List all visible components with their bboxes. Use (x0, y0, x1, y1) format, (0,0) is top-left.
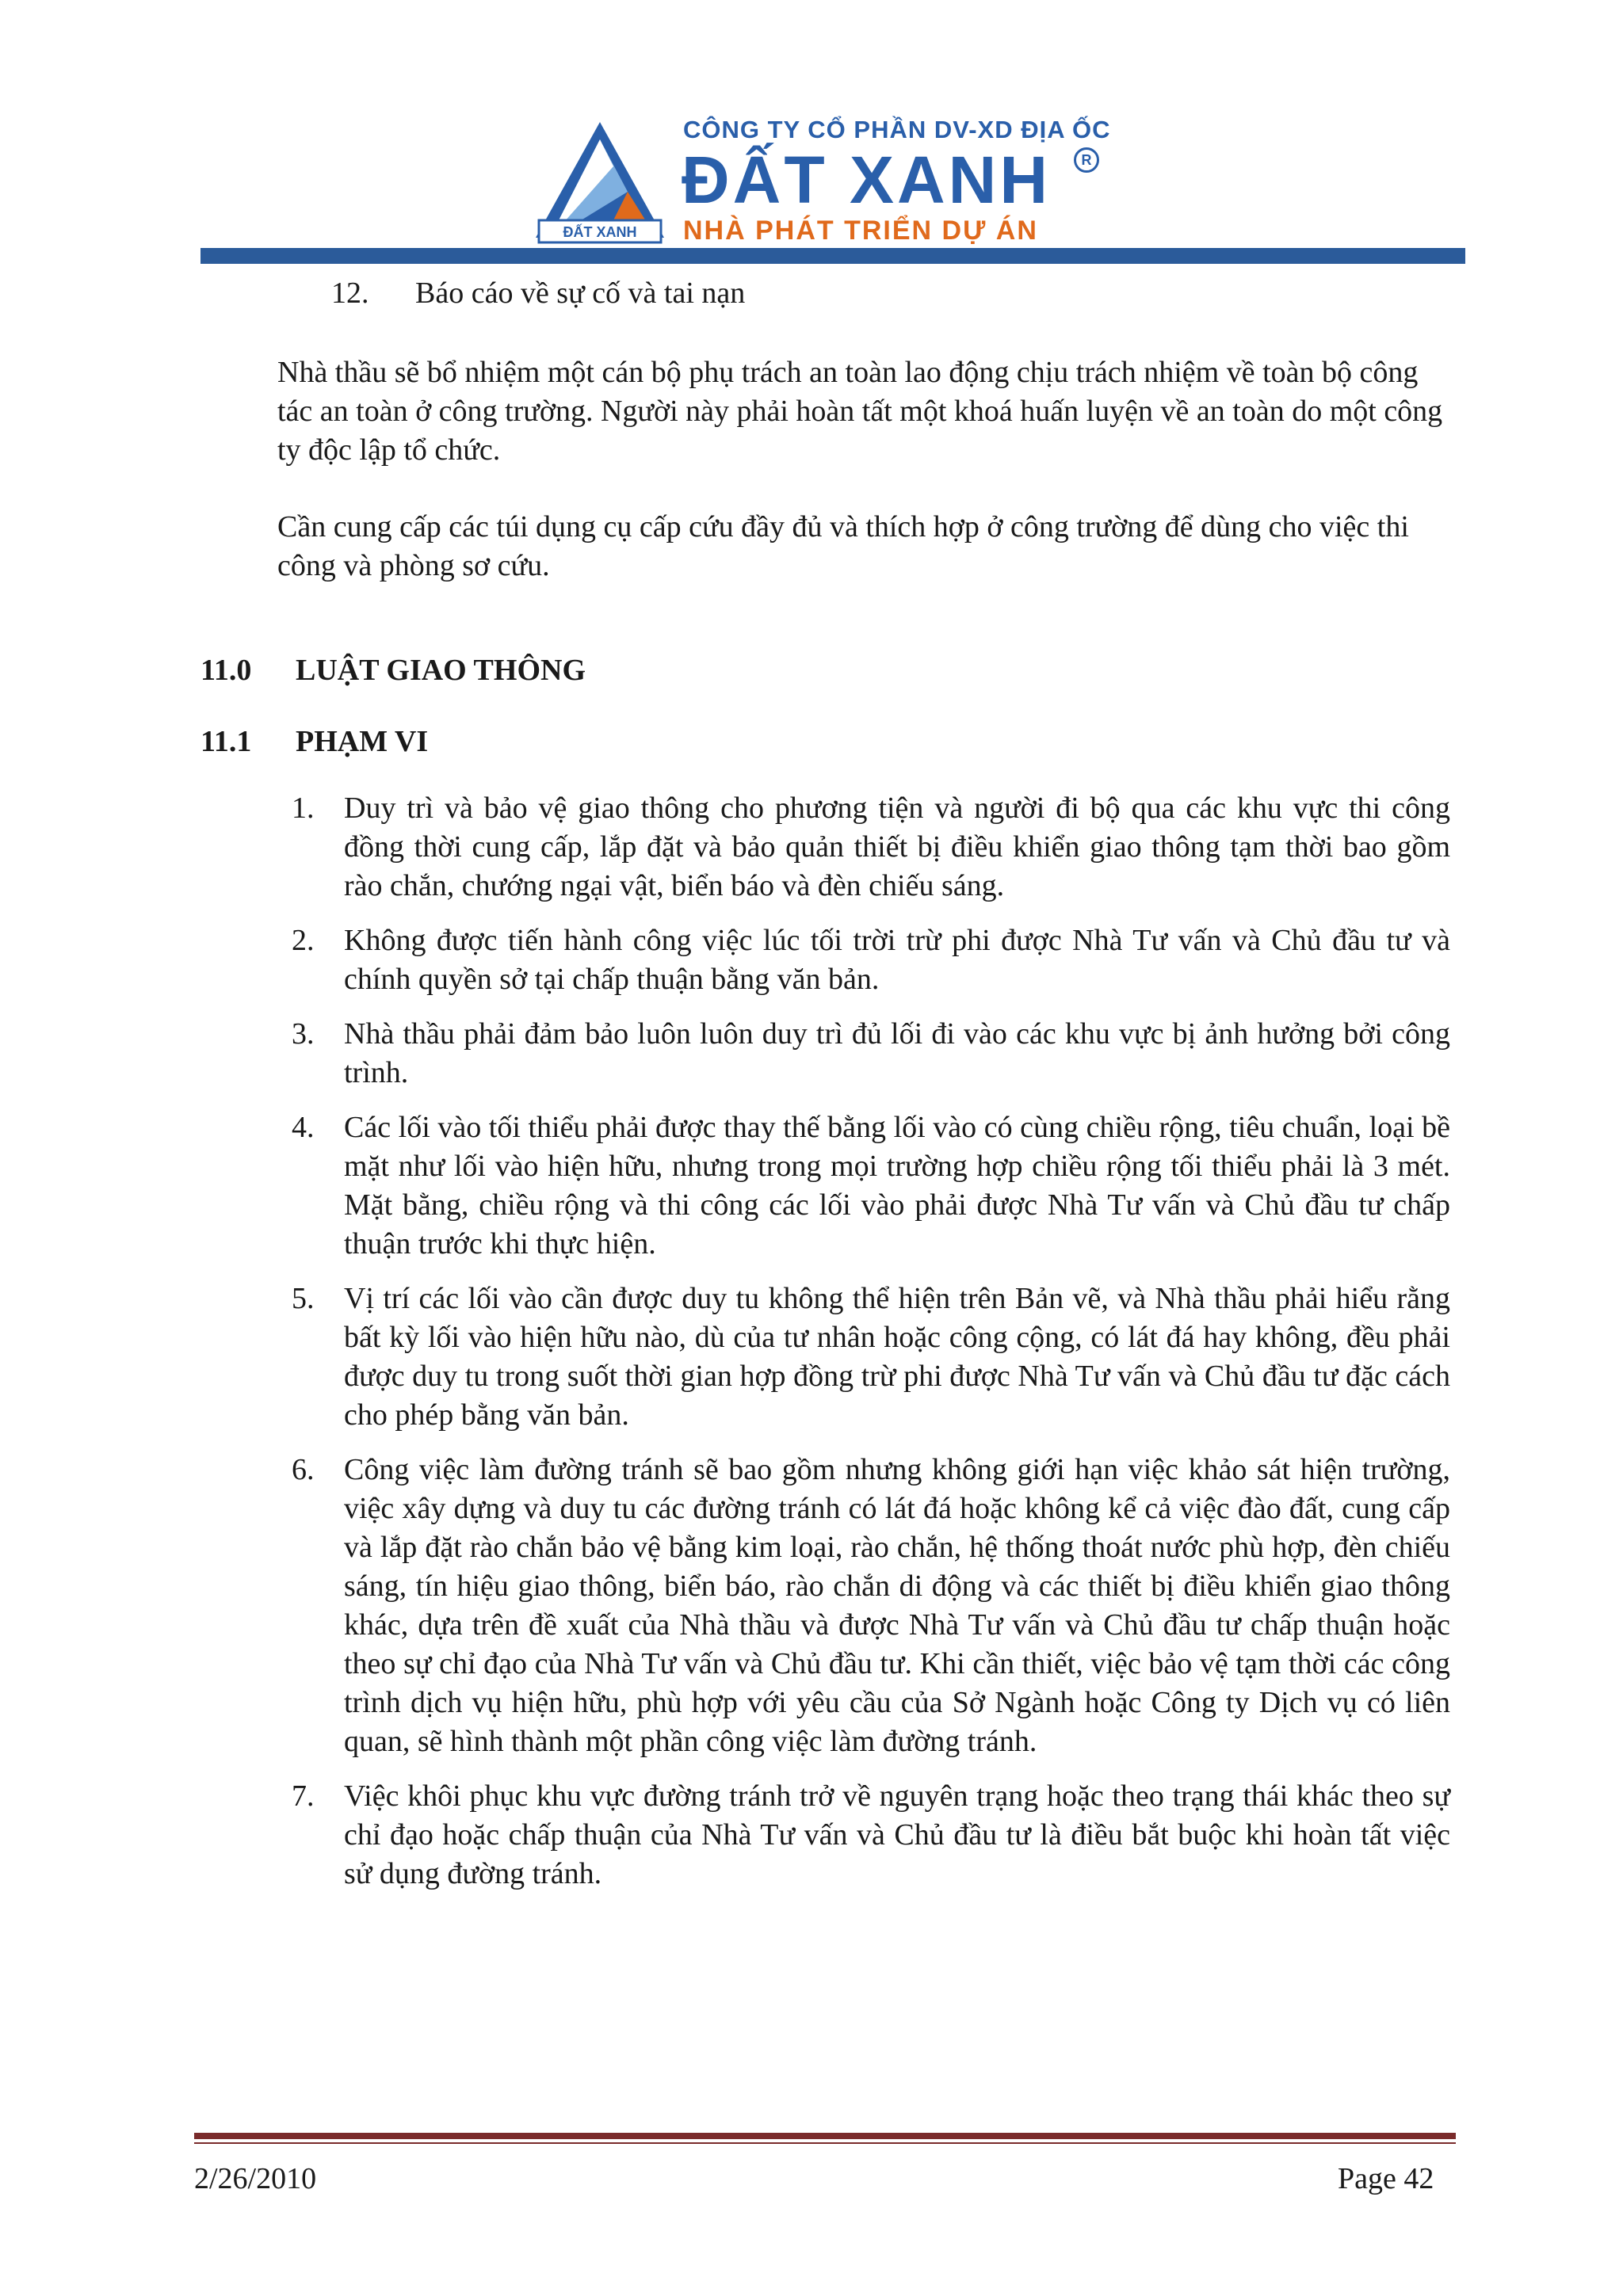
footer-date: 2/26/2010 (194, 2162, 317, 2195)
header-divider (200, 248, 1465, 264)
list-number: 3. (292, 1017, 315, 1051)
logo-label: ĐẤT XANH (563, 224, 637, 240)
paragraph-safety-officer: Nhà thầu sẽ bổ nhiệm một cán bộ phụ trách an toàn lao động chịu trách nhiệm về toàn bộ công tác an toàn ở công trường. Người này phải hoàn tất một khoá huấn luyện về an toàn do một công ty độc lập tổ chức. (277, 356, 1443, 467)
section-title: PHẠM VI (296, 725, 429, 758)
list-item (277, 921, 1450, 999)
list-text: Vị trí các lối vào cần được duy tu không thể hiện trên Bản vẽ, và Nhà thầu phải hiểu rằng bất kỳ lối vào hiện hữu nào, dù của tư nhân hoặc công cộng, có lát đá hay không, đều phải được duy tu trong suốt thời gian hợp đồng trừ phi được Nhà Tư vấn và Chủ đầu tư đặc cách cho phép bằng văn bản. (344, 1282, 1450, 1432)
company-name: CÔNG TY CỔ PHẦN DV-XD ĐỊA ỐC (683, 116, 1111, 143)
list-text: Báo cáo về sự cố và tai nạn (415, 277, 746, 310)
list-text: Không được tiến hành công việc lúc tối trời trừ phi được Nhà Tư vấn và Chủ đầu tư và chính quyền sở tại chấp thuận bằng văn bản. (344, 924, 1450, 996)
list-item (277, 1015, 1450, 1093)
section-title: LUẬT GIAO THÔNG (296, 654, 586, 687)
list-number: 1. (292, 791, 315, 825)
list-item (277, 1108, 1450, 1264)
list-number: 4. (292, 1111, 315, 1144)
page-number: Page 42 (1338, 2162, 1434, 2195)
list-number: 12. (331, 277, 369, 310)
registered-mark-icon: R (1074, 147, 1099, 173)
section-number: 11.0 (200, 654, 252, 687)
list-number: 2. (292, 924, 315, 957)
list-item-12 (331, 274, 745, 313)
document-header (0, 0, 1623, 269)
list-text: Nhà thầu phải đảm bảo luôn luôn duy trì đủ lối đi vào các khu vực bị ảnh hưởng bởi công trình. (344, 1017, 1450, 1089)
list-text: Các lối vào tối thiểu phải được thay thế bằng lối vào có cùng chiều rộng, tiêu chuẩn, loại bề mặt như lối vào hiện hữu, nhưng trong mọi trường hợp chiều rộng tối thiểu phải là 3 mét. Mặt bằng, chiều rộng và thi công các lối vào phải được Nhà Tư vấn và Chủ đầu tư chấp thuận trước khi thực hiện. (344, 1111, 1450, 1261)
list-text: Công việc làm đường tránh sẽ bao gồm nhưng không giới hạn việc khảo sát hiện trường, việc xây dựng và duy tu các đường tránh có lát đá hoặc không kể cả việc đào đất, cung cấp và lắp đặt rào chắn bảo vệ bằng kim loại, rào chắn, hệ thống thoát nước phù hợp, đèn chiếu sáng, tín hiệu giao thông, biển báo, rào chắn di động và các thiết bị điều khiển giao thông khác, dựa trên đề xuất của Nhà thầu và được Nhà Tư vấn và Chủ đầu tư chấp thuận hoặc theo sự chỉ đạo của Nhà Tư vấn và Chủ đầu tư. Khi cần thiết, việc bảo vệ tạm thời các công trình dịch vụ hiện hữu, phù hợp với yêu cầu của Sở Ngành hoặc Công ty Dịch vụ có liên quan, sẽ hình thành một phần công việc làm đường tránh. (344, 1453, 1450, 1758)
list-text: Duy trì và bảo vệ giao thông cho phương tiện và người đi bộ qua các khu vực thi công đồng thời cung cấp, lắp đặt và bảo quản thiết bị điều khiển giao thông tạm thời bao gồm rào chắn, chướng ngại vật, biển báo và đèn chiếu sáng. (344, 791, 1450, 902)
section-heading-11-1 (200, 723, 428, 761)
list-item (277, 1451, 1450, 1761)
list-item (277, 789, 1450, 906)
dat-xanh-logo-icon (533, 119, 667, 246)
footer-divider-thin (194, 2142, 1456, 2144)
list-text: Việc khôi phục khu vực đường tránh trở về nguyên trạng hoặc theo trạng thái khác theo sự chỉ đạo hoặc chấp thuận của Nhà Tư vấn và Chủ đầu tư là điều bắt buộc khi hoàn tất việc sử dụng đường tránh. (344, 1779, 1450, 1890)
list-number: 5. (292, 1282, 315, 1315)
footer-divider (194, 2133, 1456, 2139)
scope-list (277, 789, 1450, 1909)
paragraph-first-aid: Cần cung cấp các túi dụng cụ cấp cứu đầy đủ và thích hợp ở công trường để dùng cho việc thi công và phòng sơ cứu. (277, 510, 1409, 582)
section-heading-11-0 (200, 651, 586, 690)
list-number: 6. (292, 1453, 315, 1486)
list-item (277, 1777, 1450, 1894)
section-number: 11.1 (200, 725, 252, 758)
brand-tagline: NHÀ PHÁT TRIỂN DỰ ÁN (683, 215, 1038, 246)
brand-name: ĐẤT XANH (682, 143, 1051, 217)
list-item (277, 1280, 1450, 1435)
list-number: 7. (292, 1779, 315, 1813)
